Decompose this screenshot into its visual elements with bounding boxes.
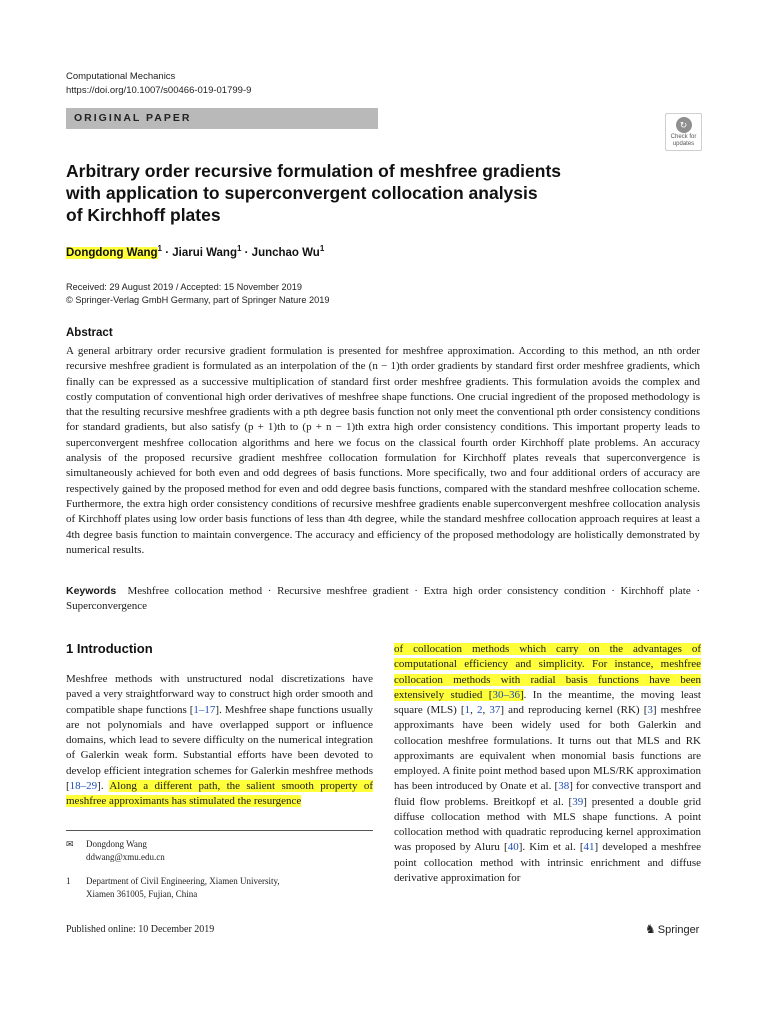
intro-left-text-1: Meshfree methods with unstructured nodal discretizations have paved a very straightforward way to construct high order smooth and compatible shape functions [ [66,673,373,716]
intro-right-text-2: ] and reproducing kernel (RK) [ [500,704,648,716]
citation-3[interactable]: 3 [647,704,653,716]
check-line1: Check for [670,134,697,140]
published-online-date: Published online: 10 December 2019 [66,924,215,935]
affiliation-number: 1 [66,876,71,886]
intro-right-text-6: ]. Kim et al. [ [518,841,584,854]
check-for-updates-icon: ↻ [676,117,692,133]
intro-right-text-4: ] for convective transport and fluid flow problems. Breitkopf et al. [ [394,780,701,808]
intro-right-text-1: . In the meantime, the moving least square (MLS) [ [394,688,701,716]
envelope-icon: ✉ [66,839,74,849]
citation-39[interactable]: 39 [572,795,584,808]
highlighted-text-right-2: ] [519,688,524,701]
citation-40[interactable]: 40 [507,841,519,854]
section-heading-introduction: 1 Introduction [66,641,153,656]
doi-link[interactable]: https://doi.org/10.1007/s00466-019-01799-9 [66,85,252,96]
journal-name: Computational Mechanics [66,71,176,82]
citation-41[interactable]: 41 [583,841,595,854]
article-type-banner: ORIGINAL PAPER [66,108,378,129]
citation-18-29[interactable]: 18–29 [69,779,98,792]
citation-1-17[interactable]: 1–17 [193,703,216,716]
keywords-label: Keywords [66,585,117,597]
copyright: © Springer-Verlag GmbH Germany, part of Springer Nature 2019 [66,295,330,305]
corresponding-author-name: Dongdong Wang [86,839,147,849]
title-line-1: Arbitrary order recursive formulation of meshfree gradients [66,161,561,181]
journal-header [66,70,251,98]
check-for-updates-badge[interactable] [665,113,702,151]
publication-dates [66,281,329,307]
author-2[interactable]: Jiarui Wang [172,246,237,259]
author-3-affil: 1 [319,244,325,253]
intro-right-text-5: ] presented a double grid diffuse collocation method with MLS shape functions. A point collocation method with quadratic reproducing kernel approximation was proposed by Aluru [ [394,795,701,854]
citation-38[interactable]: 38 [558,780,570,793]
highlighted-text-left: Along a different path, the salient smooth property of meshfree approximants has stimulated the resurgence [66,779,374,807]
keywords-text: Meshfree collocation method · Recursive meshfree gradient · Extra high order consistency condition · Kirchhoff plate · Superconvergence [66,585,701,613]
affiliation-line-2: Xiamen 361005, Fujian, China [86,888,198,899]
author-2-affil: 1 [236,244,242,253]
author-list [66,244,324,259]
intro-right-text-3: ] meshfree approximants have been widely used for both Galerkin and collocation meshfree formulations. It turns out that MLS and RK approximants are equivalent when monomial basis functions are employed. A finite point method based upon MLS/RK approximation has been introduced by Onate et al. [ [394,704,701,793]
author-sep-2: · [241,246,252,259]
footnote-divider [66,830,373,831]
intro-left-text-3: ]. [97,779,110,792]
title-line-2: with application to superconvergent collocation analysis [66,183,538,203]
author-sep-1: · [162,246,173,259]
citation-30-36[interactable]: 30–36 [492,688,520,701]
title-line-3: of Kirchhoff plates [66,205,221,225]
author-3[interactable]: Junchao Wu [251,246,320,259]
publisher-name: Springer [657,924,700,936]
citation-2[interactable]: 2 [476,704,483,716]
corresponding-author-email[interactable]: ddwang@xmu.edu.cn [86,851,165,862]
received-accepted: Received: 29 August 2019 / Accepted: 15 November 2019 [66,282,302,292]
abstract-heading: Abstract [66,327,113,339]
springer-horse-icon: ♞ [645,922,656,936]
publisher-logo [645,922,699,936]
check-line2: updates [672,141,695,147]
intro-right-text-7: ] developed a meshfree point collocation method with intrinsic enrichment and diffuse derivative approximation for [394,841,702,884]
intro-left-column [66,672,373,809]
intro-right-column: of collocation methods which carry on the advantages of computational efficiency and simplicity. For instance, meshfree collocation methods with radial basis functions have been extensively studied [30–36]. In the meantime, the moving least square (MLS) [1, 2, 37] and reproducing kernel (RK) [3] meshfree approximants have been widely used for both Galerkin and collocation meshfree formulations. It turns out that MLS and RK approximants are equivalent when monomial basis functions are employed. A finite point method based upon MLS/RK approximation has been introduced by Onate et al. [38] for convective transport and fluid flow problems. Breitkopf et al. [39] presented a double grid diffuse collocation method with MLS shape functions. A point collocation method with quadratic reproducing kernel approximation was proposed by Aluru [40]. Kim et al. [41] developed a meshfree point collocation method with intrinsic enrichment and diffuse derivative approximation for [394,643,702,884]
author-1-affil: 1 [157,244,162,253]
affiliation-line-1: Department of Civil Engineering, Xiamen University, [86,876,280,886]
intro-left-text-2: ]. Meshfree shape functions usually are not polynomials and have overlapped support or influence domains, which lead to severe difficulty on the numerical integration of Galerkin weak form. Substantial efforts have been devoted to develop efficient integration schemes for Galerkin meshfree methods [ [66,703,373,792]
abstract-text: A general arbitrary order recursive gradient formulation is presented for meshfree approximation. According to this method, an nth order recursive meshfree gradient is formulated as an interpolation of the (n − 1)th order gradients by standard first order meshfree gradients, which finally can be expressed as a successive multiplication of standard first order meshfree gradients. This formulation avoids the complex and costly computation of conventional high order derivatives of meshfree shape functions. One crucial ingredient of the proposed methodology is that the resulting recursive meshfree gradients with a pth degree basis function not only meet the conventional pth order consistency conditions for standard gradients, but also satisfy (p + 1)th to (p + n − 1)th extra high order consistency conditions. This important property leads to superconvergent meshfree collocation algorithms and here we focus on the classical fourth order Kirchhoff plate problems. An accuracy analysis of the proposed recursive gradient meshfree collocation formulation for Kirchhoff plates reveals that superconvergence is simultaneously achieved for both even and odd degrees of basis functions. More specifically, two and four additional orders of accuracy are respectively gained by the proposed method for even and odd degree basis functions, compared with the standard meshfree collocation scheme. Furthermore, the extra high order consistency conditions of recursive meshfree gradients enable superconvergent meshfree collocation analysis of Kirchhoff plates using low order basis functions of less than 4th degree, while the standard meshfree collocation approach requires at least a 4th degree basis function to maintain convergence. The accuracy and efficiency of the proposed methodology are holistically demonstrated by numerical results. [66,345,700,556]
highlighted-text-right-1: of collocation methods which carry on the advantages of computational efficiency and simplicity. For instance, meshfree collocation methods with radial basis functions have been extensively studied [ [394,643,701,701]
paper-title [66,160,686,226]
author-1[interactable]: Dongdong Wang [66,246,158,259]
citation-1[interactable]: 1 [464,704,471,716]
citation-37[interactable]: 37 [489,704,501,716]
keywords [66,584,700,615]
